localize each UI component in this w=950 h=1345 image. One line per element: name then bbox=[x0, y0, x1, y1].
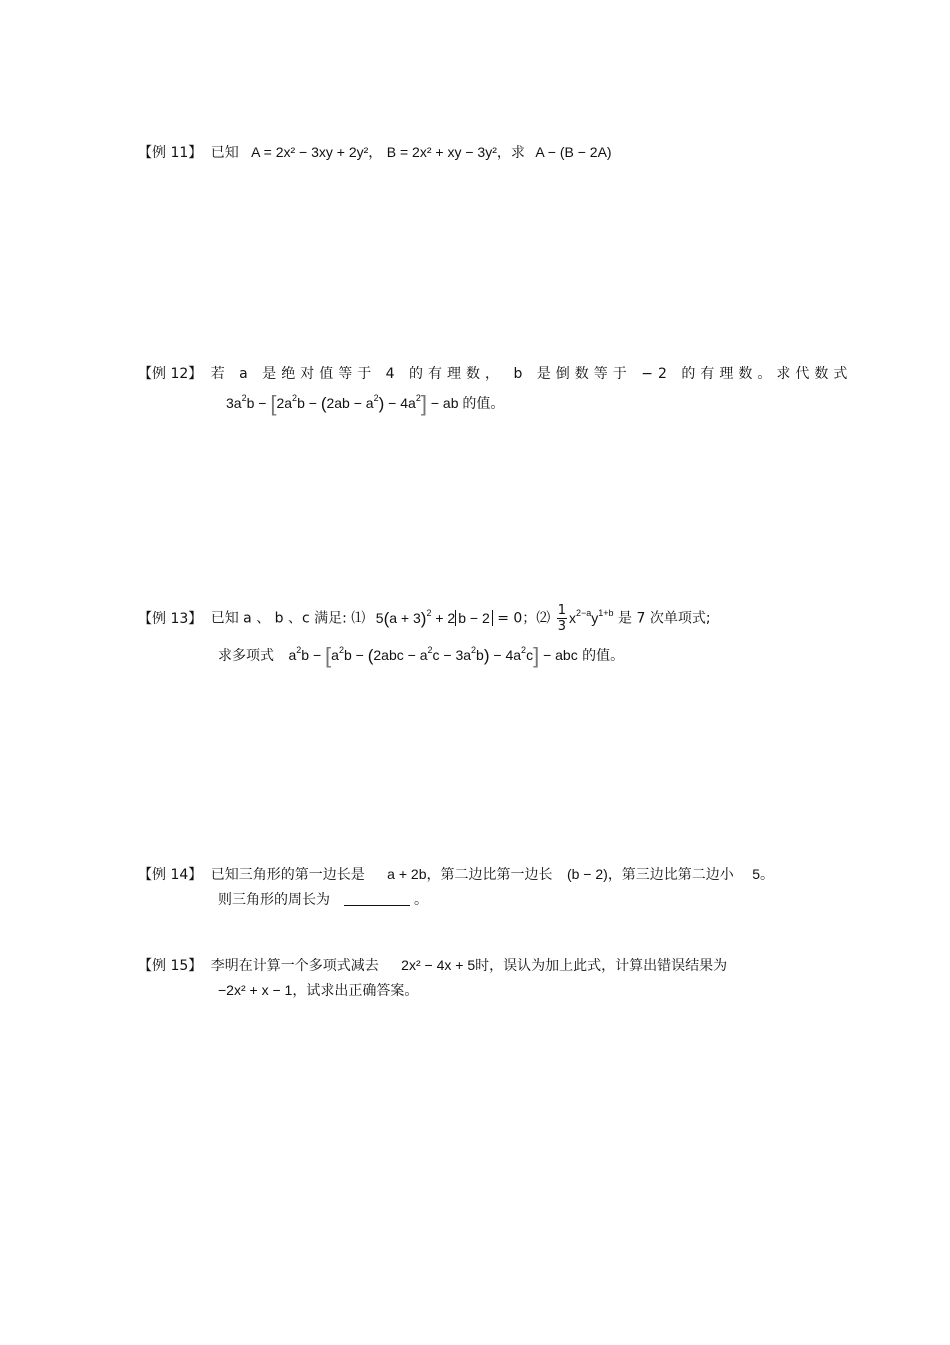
expression-segment: − ab bbox=[426, 395, 459, 411]
problem-text: 则三角形的周长为 bbox=[218, 892, 330, 908]
problem-text: 时，误认为加上此式，计算出错误结果为 bbox=[475, 958, 728, 974]
answer-blank bbox=[344, 891, 410, 906]
first-side-expression: a + 2b bbox=[387, 866, 427, 882]
condition-1-tail: = 0；⑵ bbox=[497, 610, 551, 627]
expression-segment: $3a^2b$ − bbox=[226, 393, 271, 411]
right-paren: ) bbox=[378, 394, 385, 413]
problem-text: ，第二边比第一边长 bbox=[426, 867, 553, 883]
problem-suffix: 的值。 bbox=[462, 395, 505, 411]
problem-text: ，第三边比第二边小 bbox=[607, 867, 734, 883]
condition-1: $5(a + 3)^2 + 2$ b − 2 bbox=[376, 610, 493, 626]
problem-text: 。 bbox=[414, 892, 428, 908]
problem-suffix: 的值。 bbox=[582, 648, 625, 664]
expression-segment: $2a^2b$ − bbox=[276, 393, 321, 411]
problem-label: 【例 13】 bbox=[138, 610, 203, 627]
problem-label: 【例 15】 bbox=[138, 958, 203, 974]
subtracted-polynomial: 2x² − 4x + 5 bbox=[401, 957, 476, 973]
polynomial-expression: $a^2b - [a^2b - (2abc - a^2c - 3a^2b) - 4a^2c]$ − abc bbox=[288, 643, 578, 668]
problem-text: ，试求出正确答案。 bbox=[292, 983, 419, 999]
problem-text: 若 a 是绝对值等于 4 的有理数， b 是倒数等于 −2 的有理数。求代数式 bbox=[210, 366, 853, 382]
problem-12 bbox=[138, 364, 852, 384]
problem-text: 已知 bbox=[210, 145, 239, 161]
problem-label: 【例 11】 bbox=[138, 145, 203, 161]
problem-12-expression bbox=[226, 391, 505, 416]
problem-14 bbox=[138, 864, 774, 885]
left-bracket: [ bbox=[270, 391, 277, 416]
problem-label: 【例 12】 bbox=[138, 366, 203, 382]
problem-text: 求多项式 bbox=[218, 648, 274, 664]
problem-text: 已知三角形的第一边长是 bbox=[210, 867, 365, 883]
fraction: $\frac{1}{3}$ bbox=[557, 603, 567, 634]
third-side-difference: 5。 bbox=[752, 866, 775, 882]
left-paren: ( bbox=[320, 394, 327, 413]
expression-a: A = 2x² − 3xy + 2y² bbox=[251, 144, 369, 160]
problem-11 bbox=[138, 142, 612, 163]
separator: ，求 bbox=[496, 145, 525, 161]
condition-2-tail: 是 7 次单项式; bbox=[618, 610, 711, 627]
problem-15-line-2 bbox=[218, 980, 418, 1001]
problem-15 bbox=[138, 955, 727, 976]
second-side-difference: (b − 2) bbox=[566, 866, 608, 882]
expression-segment: $2ab - a^2$ bbox=[326, 393, 379, 411]
expression-target: A − (B − 2A) bbox=[535, 144, 612, 160]
problem-label: 【例 14】 bbox=[138, 867, 203, 883]
expression-segment: − $4a^2$ bbox=[384, 393, 421, 411]
problem-text: 已知 a 、 b 、c 满足: ⑴ bbox=[210, 610, 366, 627]
problem-13-line-2 bbox=[218, 645, 624, 666]
problem-text: 李明在计算一个多项式减去 bbox=[210, 958, 379, 974]
separator: ， bbox=[368, 145, 383, 161]
problem-14-line-2 bbox=[218, 890, 428, 910]
wrong-result-expression: −2x² + x − 1 bbox=[218, 982, 293, 998]
right-bracket: ] bbox=[420, 391, 427, 416]
problem-13 bbox=[138, 603, 711, 634]
condition-2: $x^{2-a}y^{1+b}$ bbox=[569, 607, 614, 626]
expression-b: B = 2x² + xy − 3y² bbox=[386, 144, 497, 160]
